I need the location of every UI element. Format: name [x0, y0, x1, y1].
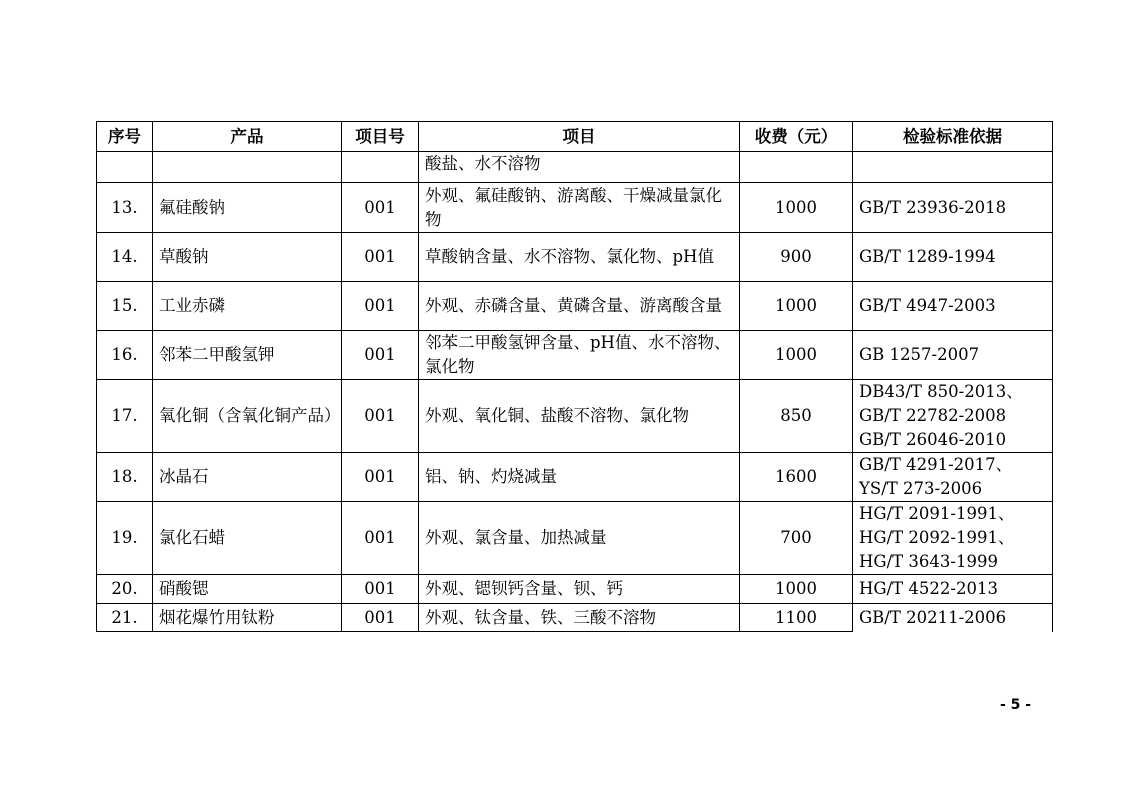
cell-standard	[853, 152, 1053, 183]
table-row	[97, 380, 1053, 453]
cell-seq: 14.	[97, 233, 153, 282]
cell-items: 铝、钠、灼烧减量	[419, 453, 740, 502]
cell-items: 外观、氯含量、加热减量	[419, 502, 740, 575]
cell-product: 氟硅酸钠	[153, 183, 342, 233]
cell-fee: 1100	[740, 604, 853, 632]
cell-seq: 17.	[97, 380, 153, 453]
cell-standard: GB/T 1289-1994	[853, 233, 1053, 282]
cell-standard: HG/T 2091-1991、HG/T 2092-1991、HG/T 3643-1999	[853, 502, 1053, 575]
cell-product: 烟花爆竹用钛粉	[153, 604, 342, 632]
cell-items: 邻苯二甲酸氢钾含量、pH值、水不溶物、氯化物	[419, 331, 740, 380]
cell-code: 001	[342, 331, 419, 380]
cell-items: 酸盐、水不溶物	[419, 152, 740, 183]
cell-product: 草酸钠	[153, 233, 342, 282]
cell-standard: GB/T 4947-2003	[853, 282, 1053, 331]
table-row	[97, 502, 1053, 575]
header-seq: 序号	[97, 122, 153, 152]
table-row	[97, 575, 1053, 604]
cell-product: 氯化石蜡	[153, 502, 342, 575]
cell-seq: 13.	[97, 183, 153, 233]
cell-seq: 15.	[97, 282, 153, 331]
table-row	[97, 331, 1053, 380]
header-fee: 收费（元）	[740, 122, 853, 152]
table-row	[97, 233, 1053, 282]
cell-items: 草酸钠含量、水不溶物、氯化物、pH值	[419, 233, 740, 282]
cell-product: 冰晶石	[153, 453, 342, 502]
cell-fee: 850	[740, 380, 853, 453]
header-product: 产品	[153, 122, 342, 152]
table-header-row	[97, 122, 1053, 152]
cell-items: 外观、赤磷含量、黄磷含量、游离酸含量	[419, 282, 740, 331]
cell-seq: 18.	[97, 453, 153, 502]
page-number: - 5 -	[1000, 697, 1032, 713]
cell-seq	[97, 152, 153, 183]
cell-standard: GB/T 20211-2006	[853, 604, 1053, 632]
header-standard: 检验标准依据	[853, 122, 1053, 152]
table-row	[97, 453, 1053, 502]
cell-fee: 1000	[740, 282, 853, 331]
cell-fee	[740, 152, 853, 183]
header-items: 项目	[419, 122, 740, 152]
cell-standard: GB 1257-2007	[853, 331, 1053, 380]
cell-fee: 900	[740, 233, 853, 282]
cell-fee: 1000	[740, 575, 853, 604]
cell-code	[342, 152, 419, 183]
cell-code: 001	[342, 604, 419, 632]
cell-fee: 700	[740, 502, 853, 575]
cell-product: 邻苯二甲酸氢钾	[153, 331, 342, 380]
table-row	[97, 152, 1053, 183]
cell-fee: 1600	[740, 453, 853, 502]
cell-code: 001	[342, 183, 419, 233]
table-row	[97, 282, 1053, 331]
cell-code: 001	[342, 453, 419, 502]
cell-standard: GB/T 4291-2017、YS/T 273-2006	[853, 453, 1053, 502]
header-code: 项目号	[342, 122, 419, 152]
cell-standard: HG/T 4522-2013	[853, 575, 1053, 604]
cell-items: 外观、锶钡钙含量、钡、钙	[419, 575, 740, 604]
cell-seq: 16.	[97, 331, 153, 380]
table-row	[97, 183, 1053, 233]
cell-code: 001	[342, 282, 419, 331]
cell-product: 硝酸锶	[153, 575, 342, 604]
cell-code: 001	[342, 502, 419, 575]
cell-seq: 21.	[97, 604, 153, 632]
cell-fee: 1000	[740, 331, 853, 380]
table-row	[97, 604, 1053, 632]
cell-seq: 19.	[97, 502, 153, 575]
cell-code: 001	[342, 233, 419, 282]
cell-product	[153, 152, 342, 183]
cell-code: 001	[342, 380, 419, 453]
cell-standard: GB/T 23936-2018	[853, 183, 1053, 233]
cell-items: 外观、氧化铜、盐酸不溶物、氯化物	[419, 380, 740, 453]
cell-product: 工业赤磷	[153, 282, 342, 331]
cell-items: 外观、钛含量、铁、三酸不溶物	[419, 604, 740, 632]
cell-standard: DB43/T 850-2013、GB/T 22782-2008 GB/T 26046-2010	[853, 380, 1053, 453]
cell-product: 氧化铜（含氧化铜产品）	[153, 380, 342, 453]
cell-items: 外观、氟硅酸钠、游离酸、干燥减量氯化物	[419, 183, 740, 233]
cell-seq: 20.	[97, 575, 153, 604]
cell-fee: 1000	[740, 183, 853, 233]
fee-table	[96, 121, 1053, 632]
cell-code: 001	[342, 575, 419, 604]
